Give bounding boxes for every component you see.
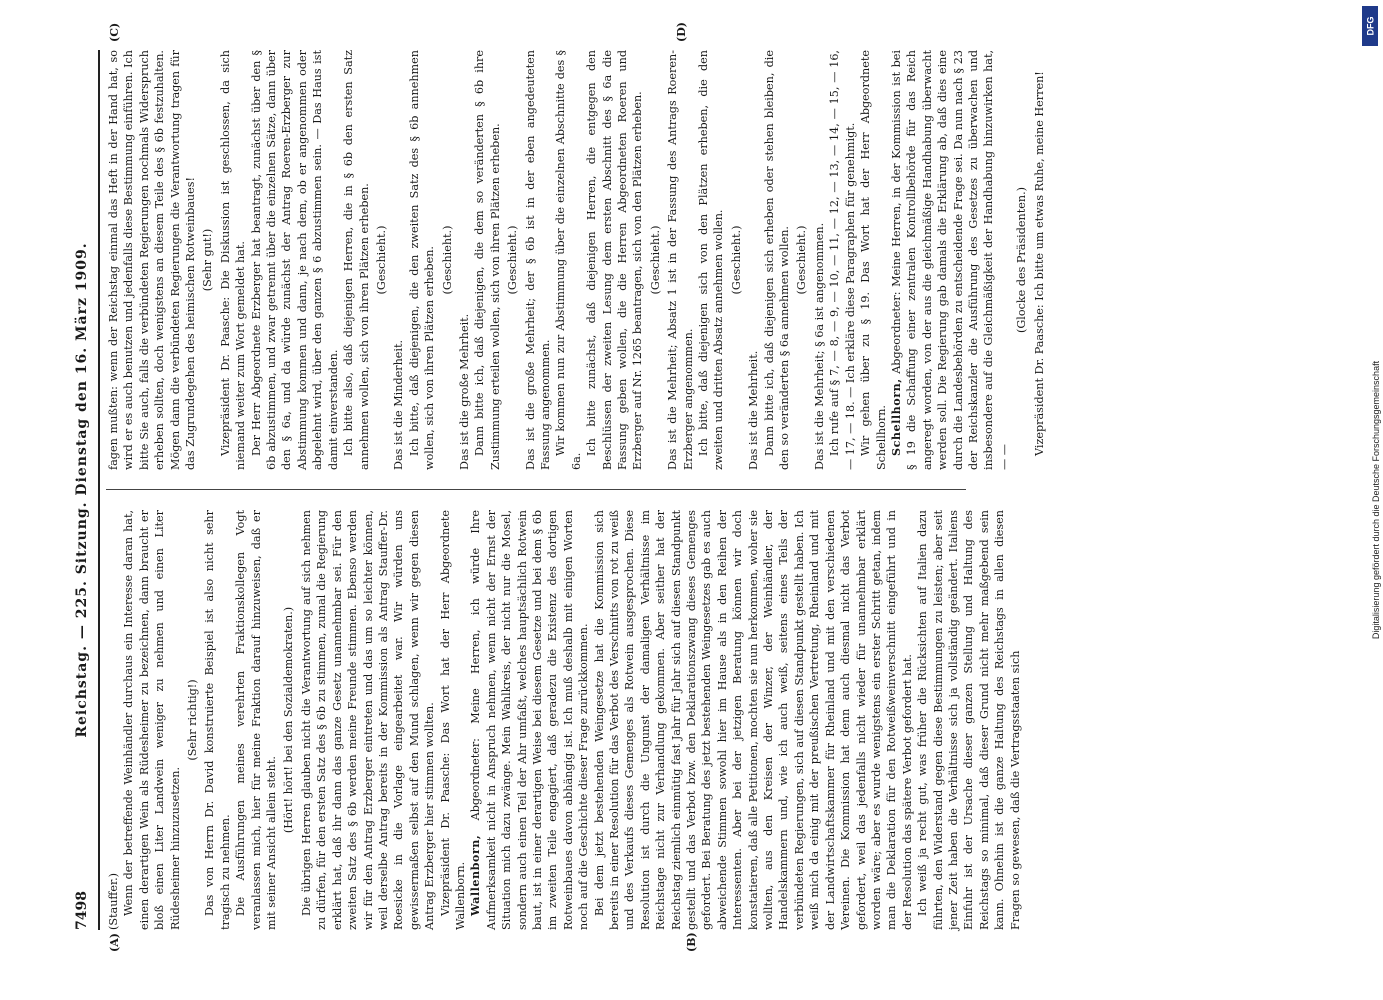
paragraph: fagen mußten: wenn der Reichstag einmal das Heft in der Hand hat, so wird er es auch benutzen und jedenfalls diese Bestimmung einführen. Ich bitte Sie auch, falls die verbündeten Regierungen nochmals Widerspruch erheben sollten, doch wenigstens an diesem Teile des § 6b festzuhalten. Mögen dann die verbündeten Regierungen die Verantwortung tragen für das Zugrundegehen des heimischen Rotweinbaues! bbox=[107, 50, 198, 470]
interjection: (Geschieht.) bbox=[729, 225, 743, 295]
page-header bbox=[70, 50, 100, 930]
speaker-name: Schellhorn, bbox=[888, 378, 903, 456]
paragraph bbox=[468, 510, 591, 930]
paragraph: Das ist die große Mehrheit; der § 6b ist in der eben angedeuteten Fassung angenommen. bbox=[523, 50, 552, 470]
rotated-page bbox=[70, 22, 1310, 952]
paragraph: Ich bitte, daß diejenigen, die den zweiten Satz des § 6b annehmen wollen, sich von ihren Plätzen erheben. bbox=[407, 50, 437, 470]
interjection: (Glocke des Präsidenten.) bbox=[1015, 187, 1029, 334]
speaker-name: Wallenborn, bbox=[468, 834, 483, 916]
paragraph: Ich bitte zunächst, daß diejenigen Herren, die entgegen den Beschlüssen der zweiten Lesung dem ersten Abschnitt des § 6a die Fassung geben wollen, die die Herren Abgeordneten Roeren und Erzberger auf Nr. 1265 beantragen, sich von den Plätzen erheben. bbox=[585, 50, 645, 470]
margin-marker-b: (B) bbox=[685, 932, 698, 952]
interjection: (Geschieht.) bbox=[648, 225, 662, 295]
paragraph: Ich bitte, daß diejenigen sich von den Plätzen erheben, die den zweiten und dritten Absatz annehmen wollen. bbox=[697, 50, 726, 470]
paragraph: Wir kommen nun zur Abstimmung über die einzelnen Abschnitte des § 6a. bbox=[554, 50, 583, 470]
margin-marker-d: (D) bbox=[675, 22, 688, 42]
paragraph: Das ist die Minderheit. bbox=[392, 339, 406, 470]
digitization-note: Digitalisierung gefördert durch die Deutsche Forschungsgemeinschaft bbox=[1371, 360, 1381, 640]
paragraph: Vizepräsident Dr. Paasche: Die Diskussion ist geschlossen, da sich niemand weiter zum Wort gemeldet hat. bbox=[218, 50, 248, 470]
interjection: (Hört! hört! bei den Sozialdemokraten.) bbox=[282, 606, 296, 834]
paragraph: Das ist die große Mehrheit. bbox=[457, 313, 471, 470]
right-column bbox=[106, 50, 1047, 470]
left-column bbox=[106, 510, 1023, 930]
paragraph: Wenn der betreffende Weinhändler durchaus ein Interesse daran hat, einen derartigen Wein als Rüdesheimer zu bezeichnen, dann braucht er bloß einen Liter Landwein weniger zu nehmen und einen Liter Rüdesheimer hinzuzusetzen. bbox=[122, 510, 182, 930]
paragraph: Das ist die Mehrheit; Absatz 1 ist in der Fassung des Antrags Roeren-Erzberger angenommen. bbox=[666, 50, 695, 470]
margin-marker-a: (A) bbox=[108, 933, 121, 952]
interjection: (Geschieht.) bbox=[795, 225, 809, 295]
paragraph: Dann bitte ich, daß diejenigen, die dem so veränderten § 6b ihre Zustimmung erteilen wollen, sich von ihren Plätzen erheben. bbox=[473, 50, 502, 470]
paragraph: Ich bitte also, daß diejenigen Herren, die in § 6b den ersten Satz annehmen wollen, sich von ihren Plätzen erheben. bbox=[342, 50, 371, 470]
paragraph: Ich rufe auf § 7, — 8, — 9, — 10, — 11, — 12, — 13, — 14, — 15, — 16, — 17, — 18. — Ich erkläre diese Paragraphen für genehmigt. bbox=[828, 50, 857, 470]
column-rule bbox=[106, 489, 966, 490]
paragraph: Bei dem jetzt bestehenden Weingesetze hat die Kommission sich bereits in einer Resolution für das Verbot des Verschnitts von rot zu weiß und des Verkaufs dieses Gemenges als Rotwein ausgesprochen. Diese Resolution ist durch die Ungunst der damaligen Verhältnisse im Reichstage nicht zur Verhandlung gekommen. Aber seither hat der Reichstag ziemlich einmütig fast Jahr für Jahr sich auf diesen Standpunkt gestellt und das Verbot bzw. den Deklarationszwang dieses Gemenges gefordert. Bei Beratung des jetzt bestehenden Weingesetzes gab es auch abweichende Stimmen sowohl hier im Hause als in den Reihen der Interessenten. Aber bei der jetzigen Beratung können wir doch konstatieren, daß alle Petitionen, mochten sie nun herkommen, woher sie wollten, aus den Kreisen der Winzer, der Weinhändler, der Handelskammern und, wie ich auch weiß, seitens eines Teils der verbündeten Regierungen, sich auf diesen Standpunkt gestellt haben. Ich weiß mich da einig mit der preußischen Vertretung, Rheinland und mit der Landwirtschaftskammer für Rheinland und mit den verschiedenen Vereinen. Die Kommission hat denn auch diesmal nicht das Verbot gefordert, weil das jedenfalls nicht wieder für unannehmbar erklärt worden wäre; aber es wurde wenigstens ein erster Schritt getan, indem man die Deklaration für den Rotweißweinverschnitt eingeführt und in der Resolution das spätere Verbot gefordert hat. bbox=[592, 510, 914, 930]
paragraph: Das ist die Mehrheit. bbox=[747, 350, 761, 470]
paragraph: Die übrigen Herren glauben nicht die Verantwortung auf sich nehmen zu dürfen, für den ersten Satz des § 6b zu stimmen, zumal die Regierung erklärt hat, daß ihr dann das ganze Gesetz unannehmbar sei. Für den zweiten Satz des § 6b werden meine Freunde stimmen. Ebenso werden wir für den Antrag Erzberger eintreten und das um so leichter können, weil derselbe Antrag bereits in der Kommission als Antrag Stauffer-Dr. Roesicke in die Vorlage eingearbeitet war. Wir würden uns gewissermaßen selbst auf den Mund schlagen, wenn wir gegen diesen Antrag Erzberger hier stimmen wollten. bbox=[299, 510, 437, 930]
speech-text: Abgeordneter: Meine Herren, ich würde Ihre Aufmerksamkeit nicht in Anspruch nehmen, wenn nicht der Ernst der Situation mich dazu zwänge. Mein Wahlkreis, der nicht nur die Mosel, sondern auch einen Teil der Ahr umfaßt, welches hauptsächlich Rotwein baut, ist in einer derartigen Weise bei diesem Gesetze und bei dem § 6b im zweiten Teile engagiert, daß geradezu die Existenz des dortigen Rotweinbaues davon abhängig ist. Ich muß deshalb mit einigen Worten noch auf die Geschichte dieser Frage zurückkommen. bbox=[469, 510, 591, 930]
interjection: (Geschieht.) bbox=[440, 225, 454, 295]
paragraph: Das ist die Mehrheit; § 6a ist angenommen. bbox=[812, 222, 826, 470]
paragraph: Der Herr Abgeordnete Erzberger hat beantragt, zunächst über den § 6b abzustimmen, und zwar getrennt über die einzelnen Sätze, dann über den § 6a, und da würde zunächst der Antrag Roeren-Erzberger zur Abstimmung kommen und dann, je nach dem, ob er angenommen oder abgelehnt wird, über den ganzen § 6 abzustimmen sein. — Das Haus ist damit einverstanden. bbox=[249, 50, 340, 470]
dfg-logo bbox=[1362, 6, 1378, 46]
dfg-logo-text: DFG bbox=[1365, 16, 1375, 36]
header-rule bbox=[98, 50, 100, 930]
interjection: (Geschieht.) bbox=[506, 225, 520, 295]
speech-text: Abgeordneter: Meine Herren, in der Kommission ist bei § 19 die Schaffung einer zentralen Kontrollbehörde für das Reich angeregt worden, von der aus die gleichmäßige Handhabung überwacht werden soll. Die Regierung gab damals die Erklärung ab, daß dies eine durch die Landesbehörden zu entscheidende Frage sei. Da nun nach § 23 der Reichskanzler die Ausführung des Gesetzes zu überwachen und insbesondere auf die Gleichmäßigkeit der Handhabung hinzuwirken hat, — — bbox=[889, 50, 1011, 470]
page-number: 7498 bbox=[74, 891, 90, 930]
paragraph: Die Ausführungen meines verehrten Fraktionskollegen Vogt veranlassen mich, hier für meine Fraktion darauf hinzuweisen, daß er mit seiner Ansicht allein steht. bbox=[234, 510, 279, 930]
paragraph: Ich weiß ja recht gut, was früher die Rücksichten auf Italien dazu führten, den Widerstand gegen diese Bestimmungen zu leisten; aber seit jener Zeit haben die Verhältnisse sich ja vollständig geändert. Italiens Einfuhr ist der Ursache dieser ganzen Stellung und Haltung des Reichstags so minimal, daß dieser Grund nicht mehr maßgebend sein kann. Ohnehin ist die ganze Haltung des Reichstags in allen diesen Fragen so gewesen, daß die Vertragsstaaten sich bbox=[916, 510, 1022, 930]
page-title: Reichstag. — 225. Sitzung. Dienstag den 16. März 1909. bbox=[74, 242, 90, 738]
interjection: (Sehr gut!) bbox=[201, 228, 215, 292]
paragraph: Vizepräsident Dr. Paasche: Ich bitte um etwas Ruhe, meine Herren! bbox=[1032, 71, 1046, 456]
paragraph: Vizepräsident Dr. Paasche: Das Wort hat der Herr Abgeordnete Wallenborn. bbox=[438, 510, 467, 930]
interjection: (Sehr richtig!) bbox=[186, 679, 200, 761]
paragraph bbox=[889, 50, 1012, 470]
margin-marker-c: (C) bbox=[108, 22, 121, 42]
paragraph: Dann bitte ich, daß diejenigen sich erheben oder stehen bleiben, die den so veränderten § 6a annehmen wollen. bbox=[762, 50, 792, 470]
paragraph: (Stauffer.) bbox=[107, 872, 120, 930]
paragraph: Das von Herrn Dr. David konstruierte Beispiel ist also nicht sehr tragisch zu nehmen. bbox=[203, 510, 232, 930]
paragraph: Wir gehen über zu § 19. Das Wort hat der Herr Abgeordnete Schellhorn. bbox=[859, 50, 888, 470]
interjection: (Geschieht.) bbox=[374, 225, 388, 295]
